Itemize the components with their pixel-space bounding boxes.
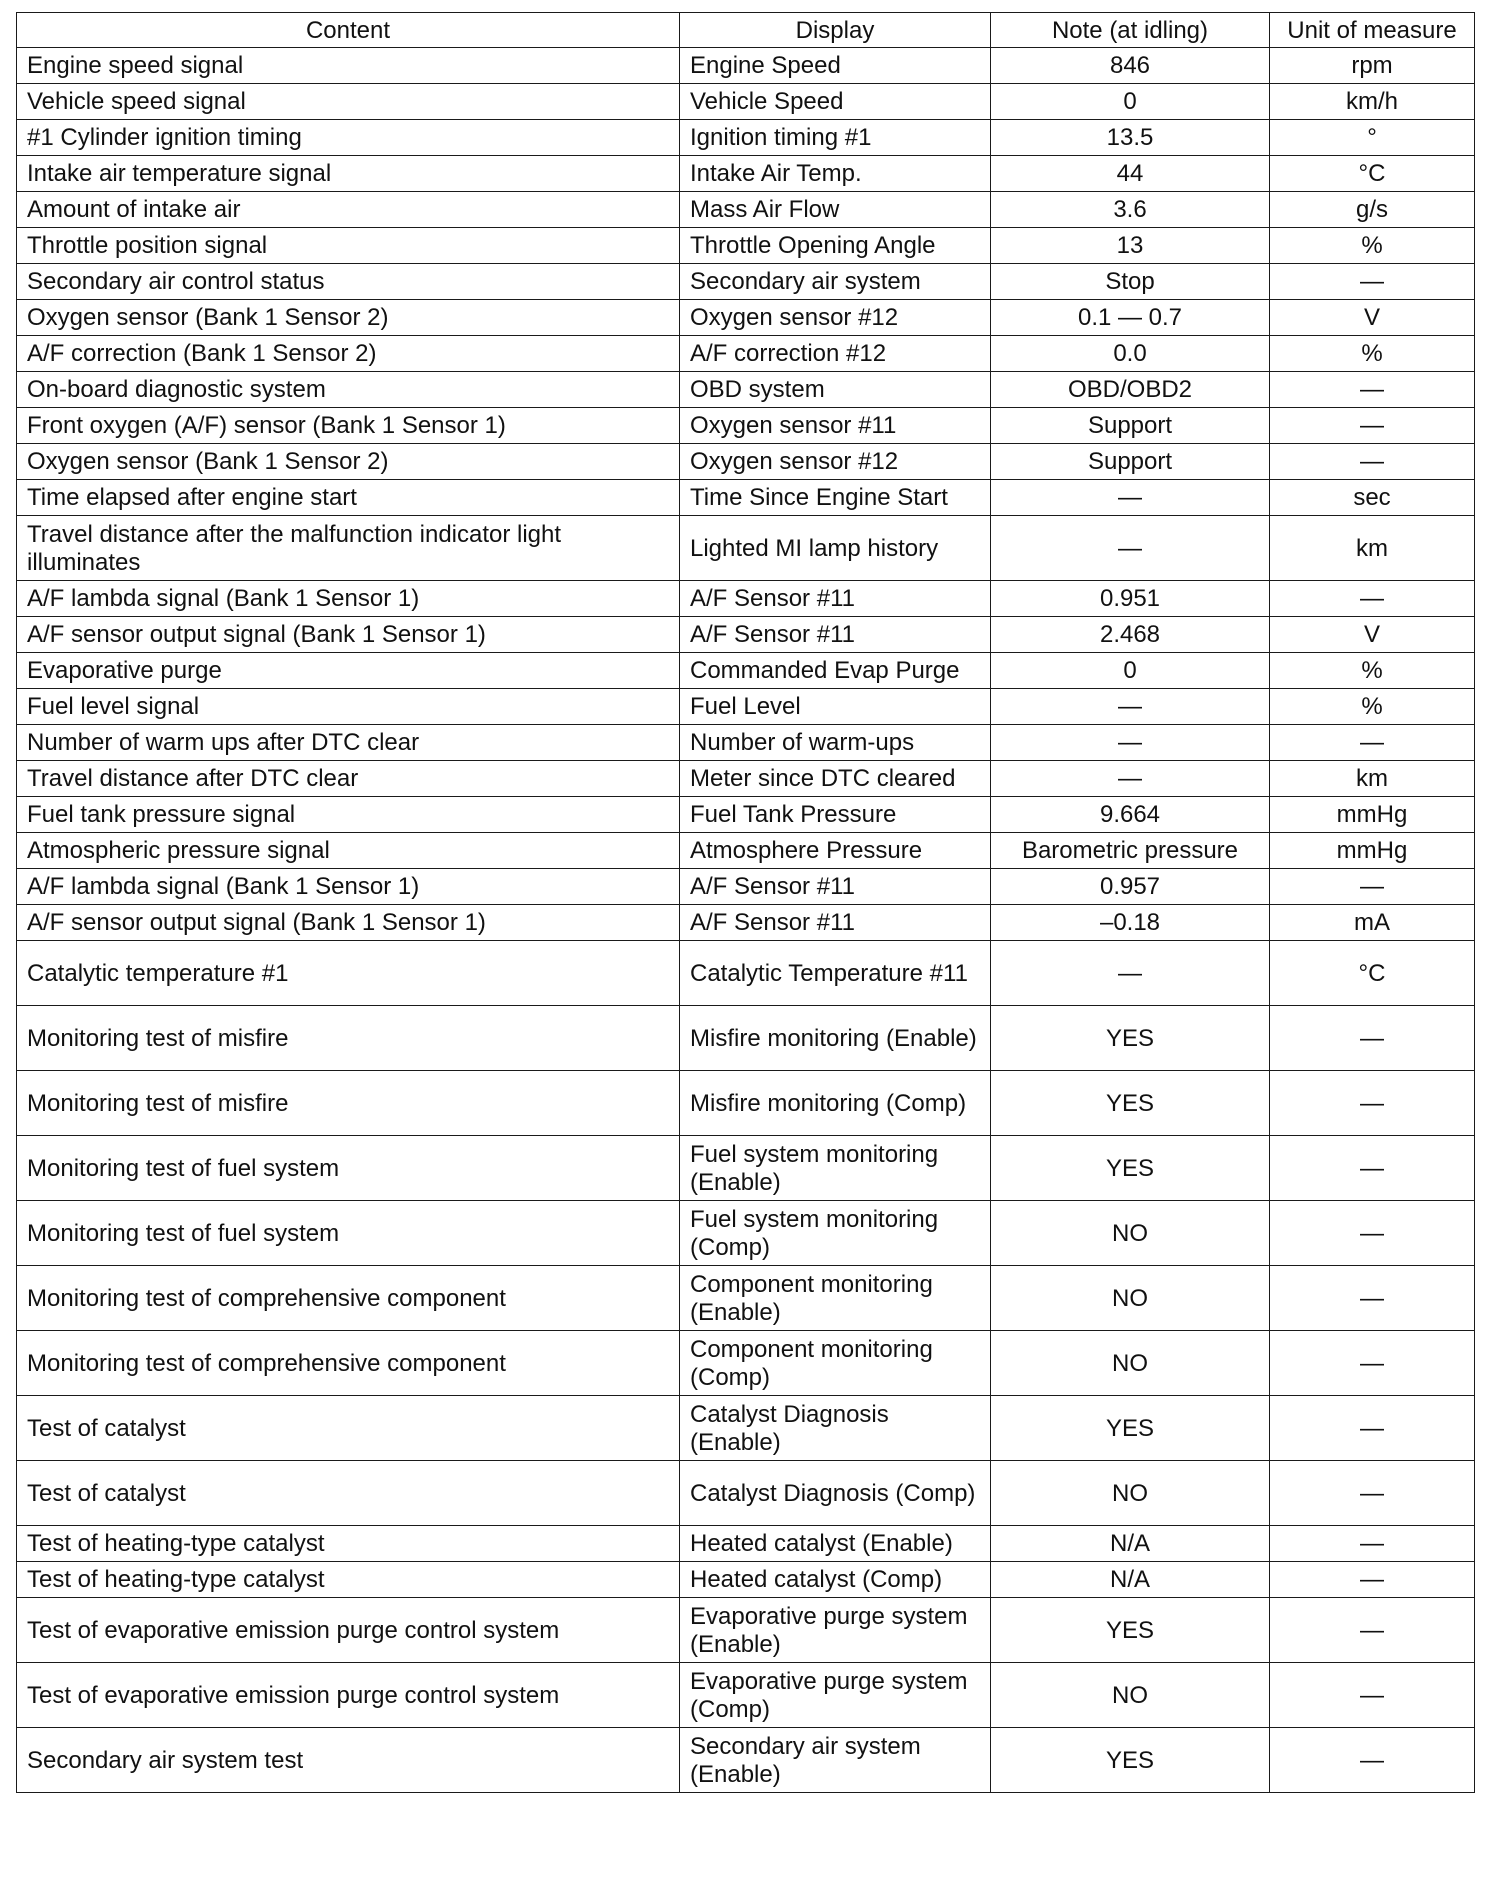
cell-note: — <box>991 761 1270 797</box>
cell-content: A/F correction (Bank 1 Sensor 2) <box>17 336 680 372</box>
cell-unit: km <box>1270 516 1475 581</box>
cell-content: Secondary air system test <box>17 1728 680 1793</box>
cell-note: 13 <box>991 228 1270 264</box>
cell-unit: — <box>1270 1396 1475 1461</box>
cell-unit: % <box>1270 228 1475 264</box>
cell-content: Catalytic temperature #1 <box>17 941 680 1006</box>
cell-unit: — <box>1270 1526 1475 1562</box>
cell-note: 0 <box>991 84 1270 120</box>
cell-content: Number of warm ups after DTC clear <box>17 725 680 761</box>
cell-content: Travel distance after DTC clear <box>17 761 680 797</box>
cell-display: Catalyst Diagnosis (Comp) <box>680 1461 991 1526</box>
table-row <box>17 617 1475 653</box>
table-row <box>17 689 1475 725</box>
cell-content: Amount of intake air <box>17 192 680 228</box>
cell-note: NO <box>991 1201 1270 1266</box>
cell-unit: — <box>1270 869 1475 905</box>
table-row <box>17 120 1475 156</box>
cell-content: Fuel tank pressure signal <box>17 797 680 833</box>
table-row <box>17 1598 1475 1663</box>
cell-note: — <box>991 480 1270 516</box>
cell-display: Component monitoring (Comp) <box>680 1331 991 1396</box>
cell-content: Monitoring test of misfire <box>17 1006 680 1071</box>
table-row <box>17 761 1475 797</box>
cell-unit: — <box>1270 1201 1475 1266</box>
header-unit: Unit of measure <box>1270 13 1475 48</box>
cell-content: Travel distance after the malfunction indicator light illuminates <box>17 516 680 581</box>
table-row <box>17 48 1475 84</box>
cell-display: Secondary air system <box>680 264 991 300</box>
cell-content: A/F lambda signal (Bank 1 Sensor 1) <box>17 869 680 905</box>
cell-note: NO <box>991 1266 1270 1331</box>
cell-content: Intake air temperature signal <box>17 156 680 192</box>
cell-display: Atmosphere Pressure <box>680 833 991 869</box>
cell-note: YES <box>991 1728 1270 1793</box>
cell-content: Time elapsed after engine start <box>17 480 680 516</box>
cell-content: A/F sensor output signal (Bank 1 Sensor 1) <box>17 905 680 941</box>
cell-display: A/F Sensor #11 <box>680 617 991 653</box>
table-row <box>17 905 1475 941</box>
cell-content: Test of heating-type catalyst <box>17 1526 680 1562</box>
cell-content: Front oxygen (A/F) sensor (Bank 1 Sensor 1) <box>17 408 680 444</box>
table-row <box>17 1266 1475 1331</box>
cell-note: YES <box>991 1071 1270 1136</box>
cell-display: Oxygen sensor #12 <box>680 444 991 480</box>
cell-display: Catalytic Temperature #11 <box>680 941 991 1006</box>
cell-note: Barometric pressure <box>991 833 1270 869</box>
cell-display: Time Since Engine Start <box>680 480 991 516</box>
cell-note: 2.468 <box>991 617 1270 653</box>
cell-unit: % <box>1270 689 1475 725</box>
cell-content: Throttle position signal <box>17 228 680 264</box>
cell-unit: sec <box>1270 480 1475 516</box>
table-row <box>17 444 1475 480</box>
table-row <box>17 1562 1475 1598</box>
cell-content: Monitoring test of fuel system <box>17 1136 680 1201</box>
cell-note: 0.957 <box>991 869 1270 905</box>
cell-display: Catalyst Diagnosis (Enable) <box>680 1396 991 1461</box>
cell-unit: — <box>1270 264 1475 300</box>
table-row <box>17 1136 1475 1201</box>
cell-unit: V <box>1270 617 1475 653</box>
cell-display: A/F Sensor #11 <box>680 869 991 905</box>
cell-display: Engine Speed <box>680 48 991 84</box>
cell-display: Fuel Level <box>680 689 991 725</box>
cell-display: Evaporative purge system (Comp) <box>680 1663 991 1728</box>
cell-content: On-board diagnostic system <box>17 372 680 408</box>
cell-display: Vehicle Speed <box>680 84 991 120</box>
table-row <box>17 941 1475 1006</box>
cell-display: Throttle Opening Angle <box>680 228 991 264</box>
cell-unit: mmHg <box>1270 833 1475 869</box>
cell-content: Oxygen sensor (Bank 1 Sensor 2) <box>17 300 680 336</box>
table-row <box>17 653 1475 689</box>
table-row <box>17 1006 1475 1071</box>
cell-content: Fuel level signal <box>17 689 680 725</box>
cell-display: Heated catalyst (Enable) <box>680 1526 991 1562</box>
header-content: Content <box>17 13 680 48</box>
cell-unit: — <box>1270 444 1475 480</box>
cell-unit: — <box>1270 1331 1475 1396</box>
table-row <box>17 228 1475 264</box>
cell-display: A/F Sensor #11 <box>680 905 991 941</box>
table-row <box>17 1071 1475 1136</box>
cell-note: YES <box>991 1136 1270 1201</box>
cell-unit: mA <box>1270 905 1475 941</box>
cell-display: Oxygen sensor #12 <box>680 300 991 336</box>
obd-data-table <box>16 12 1475 1793</box>
cell-note: YES <box>991 1598 1270 1663</box>
cell-note: — <box>991 941 1270 1006</box>
cell-unit: — <box>1270 1663 1475 1728</box>
cell-note: N/A <box>991 1526 1270 1562</box>
cell-unit: — <box>1270 1728 1475 1793</box>
table-row <box>17 408 1475 444</box>
cell-note: OBD/OBD2 <box>991 372 1270 408</box>
cell-note: 0 <box>991 653 1270 689</box>
cell-unit: °C <box>1270 941 1475 1006</box>
cell-display: Mass Air Flow <box>680 192 991 228</box>
cell-unit: % <box>1270 336 1475 372</box>
cell-note: Support <box>991 444 1270 480</box>
cell-unit: — <box>1270 1461 1475 1526</box>
cell-content: Test of evaporative emission purge control system <box>17 1598 680 1663</box>
cell-unit: rpm <box>1270 48 1475 84</box>
table-row <box>17 264 1475 300</box>
cell-note: NO <box>991 1663 1270 1728</box>
cell-display: Evaporative purge system (Enable) <box>680 1598 991 1663</box>
cell-content: A/F lambda signal (Bank 1 Sensor 1) <box>17 581 680 617</box>
cell-note: N/A <box>991 1562 1270 1598</box>
cell-note: NO <box>991 1331 1270 1396</box>
table-row <box>17 1526 1475 1562</box>
cell-display: A/F Sensor #11 <box>680 581 991 617</box>
cell-display: Heated catalyst (Comp) <box>680 1562 991 1598</box>
cell-unit: — <box>1270 725 1475 761</box>
table-row <box>17 1396 1475 1461</box>
cell-content: Monitoring test of comprehensive component <box>17 1331 680 1396</box>
cell-content: Monitoring test of misfire <box>17 1071 680 1136</box>
cell-display: A/F correction #12 <box>680 336 991 372</box>
cell-display: Commanded Evap Purge <box>680 653 991 689</box>
table-row <box>17 581 1475 617</box>
table-row <box>17 1331 1475 1396</box>
cell-note: 13.5 <box>991 120 1270 156</box>
header-note: Note (at idling) <box>991 13 1270 48</box>
cell-unit: % <box>1270 653 1475 689</box>
table-row <box>17 1728 1475 1793</box>
cell-unit: — <box>1270 1071 1475 1136</box>
cell-note: YES <box>991 1396 1270 1461</box>
cell-note: 0.0 <box>991 336 1270 372</box>
cell-content: Atmospheric pressure signal <box>17 833 680 869</box>
cell-content: Vehicle speed signal <box>17 84 680 120</box>
table-row <box>17 480 1475 516</box>
cell-display: Meter since DTC cleared <box>680 761 991 797</box>
cell-unit: V <box>1270 300 1475 336</box>
cell-unit: km <box>1270 761 1475 797</box>
header-row <box>17 13 1475 48</box>
table-row <box>17 156 1475 192</box>
cell-content: Evaporative purge <box>17 653 680 689</box>
cell-note: NO <box>991 1461 1270 1526</box>
cell-content: Test of catalyst <box>17 1461 680 1526</box>
table-row <box>17 192 1475 228</box>
table-row <box>17 725 1475 761</box>
cell-unit: — <box>1270 1598 1475 1663</box>
header-display: Display <box>680 13 991 48</box>
table-body <box>17 48 1475 1793</box>
cell-unit: — <box>1270 1006 1475 1071</box>
table-row <box>17 516 1475 581</box>
cell-note: Stop <box>991 264 1270 300</box>
cell-note: –0.18 <box>991 905 1270 941</box>
table-row <box>17 797 1475 833</box>
cell-display: OBD system <box>680 372 991 408</box>
table-row <box>17 372 1475 408</box>
cell-unit: — <box>1270 1266 1475 1331</box>
cell-content: Engine speed signal <box>17 48 680 84</box>
cell-content: #1 Cylinder ignition timing <box>17 120 680 156</box>
table-row <box>17 300 1475 336</box>
cell-note: 9.664 <box>991 797 1270 833</box>
cell-content: A/F sensor output signal (Bank 1 Sensor 1) <box>17 617 680 653</box>
table-row <box>17 1461 1475 1526</box>
cell-note: 0.1 — 0.7 <box>991 300 1270 336</box>
table-row <box>17 833 1475 869</box>
cell-display: Oxygen sensor #11 <box>680 408 991 444</box>
cell-unit: — <box>1270 1136 1475 1201</box>
cell-note: — <box>991 516 1270 581</box>
cell-note: 3.6 <box>991 192 1270 228</box>
cell-content: Secondary air control status <box>17 264 680 300</box>
table-row <box>17 1663 1475 1728</box>
cell-unit: — <box>1270 581 1475 617</box>
cell-content: Monitoring test of comprehensive component <box>17 1266 680 1331</box>
cell-unit: °C <box>1270 156 1475 192</box>
table-row <box>17 84 1475 120</box>
table-row <box>17 1201 1475 1266</box>
cell-note: 846 <box>991 48 1270 84</box>
cell-unit: g/s <box>1270 192 1475 228</box>
cell-display: Fuel system monitoring (Enable) <box>680 1136 991 1201</box>
cell-note: Support <box>991 408 1270 444</box>
cell-display: Fuel Tank Pressure <box>680 797 991 833</box>
cell-display: Fuel system monitoring (Comp) <box>680 1201 991 1266</box>
cell-unit: km/h <box>1270 84 1475 120</box>
cell-display: Component monitoring (Enable) <box>680 1266 991 1331</box>
cell-note: 0.951 <box>991 581 1270 617</box>
cell-display: Misfire monitoring (Comp) <box>680 1071 991 1136</box>
cell-display: Misfire monitoring (Enable) <box>680 1006 991 1071</box>
cell-display: Ignition timing #1 <box>680 120 991 156</box>
cell-display: Secondary air system (Enable) <box>680 1728 991 1793</box>
cell-note: YES <box>991 1006 1270 1071</box>
cell-unit: mmHg <box>1270 797 1475 833</box>
cell-content: Test of heating-type catalyst <box>17 1562 680 1598</box>
cell-display: Lighted MI lamp history <box>680 516 991 581</box>
cell-content: Test of evaporative emission purge control system <box>17 1663 680 1728</box>
cell-display: Intake Air Temp. <box>680 156 991 192</box>
cell-note: — <box>991 689 1270 725</box>
cell-unit: — <box>1270 372 1475 408</box>
cell-content: Oxygen sensor (Bank 1 Sensor 2) <box>17 444 680 480</box>
table-row <box>17 869 1475 905</box>
cell-content: Test of catalyst <box>17 1396 680 1461</box>
cell-note: 44 <box>991 156 1270 192</box>
cell-content: Monitoring test of fuel system <box>17 1201 680 1266</box>
cell-display: Number of warm-ups <box>680 725 991 761</box>
cell-unit: — <box>1270 1562 1475 1598</box>
cell-note: — <box>991 725 1270 761</box>
table-row <box>17 336 1475 372</box>
cell-unit: ° <box>1270 120 1475 156</box>
cell-unit: — <box>1270 408 1475 444</box>
